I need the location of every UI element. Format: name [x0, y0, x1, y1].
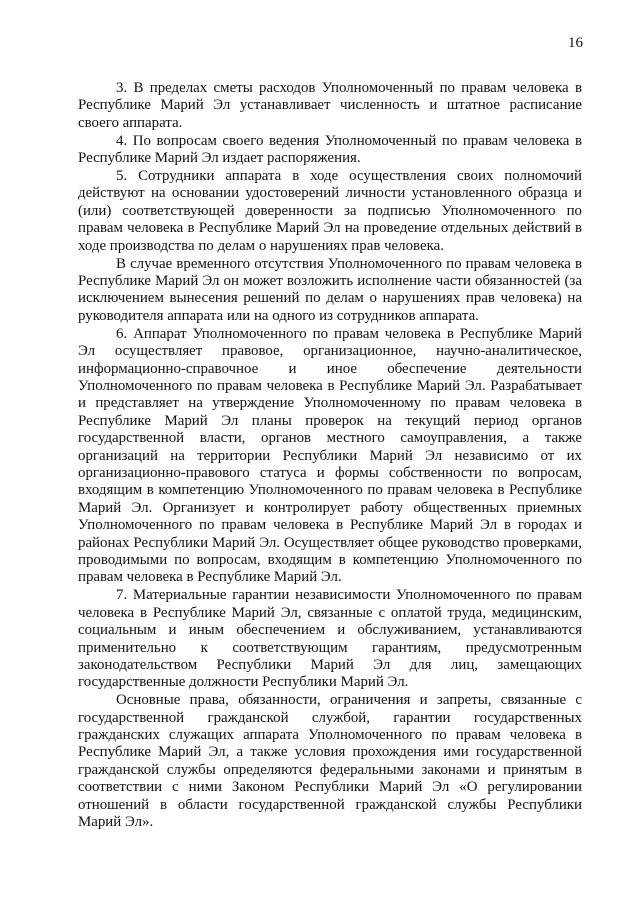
paragraph-item-7: 7. Материальные гарантии независимости Уполномоченного по правам человека в Республике Марий Эл, связанные с оплатой труда, медицинским, социальным и иным обеспечением и обслуживанием, устанавливаются применительно к соответствующим гарантиям, предусмотренным законодательством Республики Марий Эл для лиц, замещающих государственные должности Республики Марий Эл. [78, 587, 582, 691]
document-body [78, 80, 582, 832]
paragraph-item-4: 4. По вопросам своего ведения Уполномоченный по правам человека в Республике Марий Эл издает распоряжения. [78, 132, 582, 167]
paragraph-item-7-continuation: Основные права, обязанности, ограничения и запреты, связанные с государственной гражданской службой, гарантии государственных гражданских служащих аппарата Уполномоченного по правам человека в Республике Марий Эл, а также условия прохождения ими государственной гражданской службы определяются федеральными законами и принятым в соответствии с ними Законом Республики Марий Эл «О регулировании отношений в области государственной гражданской службы Республики Марий Эл». [78, 692, 582, 831]
paragraph-item-3: 3. В пределах сметы расходов Уполномоченный по правам человека в Республике Марий Эл устанавливает численность и штатное расписание своего аппарата. [78, 80, 582, 131]
paragraph-item-6: 6. Аппарат Уполномоченного по правам человека в Республике Марий Эл осуществляет правовое, организационное, научно-аналитическое, информационно-справочное и иное обеспечение деятельности Уполномоченного по правам человека в Республике Марий Эл. Разрабатывает и представляет на утверждение Уполномоченному по правам человека в Республике Марий Эл планы проверок на текущий период органов государственной власти, органов местного самоуправления, а также организаций на территории Республики Марий Эл независимо от их организационно-правового статуса и формы собственности по вопросам, входящим в компетенцию Уполномоченного по правам человека в Республике Марий Эл. Организует и контролирует работу общественных приемных Уполномоченного по правам человека в Республике Марий Эл в городах и районах Республики Марий Эл. Осуществляет общее руководство проверками, проводимыми по вопросам, входящим в компетенцию Уполномоченного по правам человека в Республике Марий Эл. [78, 325, 582, 586]
page-number: 16 [568, 35, 583, 51]
paragraph-item-5-continuation: В случае временного отсутствия Уполномоченного по правам человека в Республике Марий Эл он может возложить исполнение части обязанностей (за исключением вынесения решений по делам о нарушениях прав человека) на руководителя аппарата или на одного из сотрудников аппарата. [78, 255, 582, 324]
paragraph-item-5: 5. Сотрудники аппарата в ходе осуществления своих полномочий действуют на основании удостоверений личности установленного образца и (или) соответствующей доверенности за подписью Уполномоченного по правам человека в Республике Марий Эл на проведение отдельных действий в ходе производства по делам о нарушениях прав человека. [78, 168, 582, 254]
